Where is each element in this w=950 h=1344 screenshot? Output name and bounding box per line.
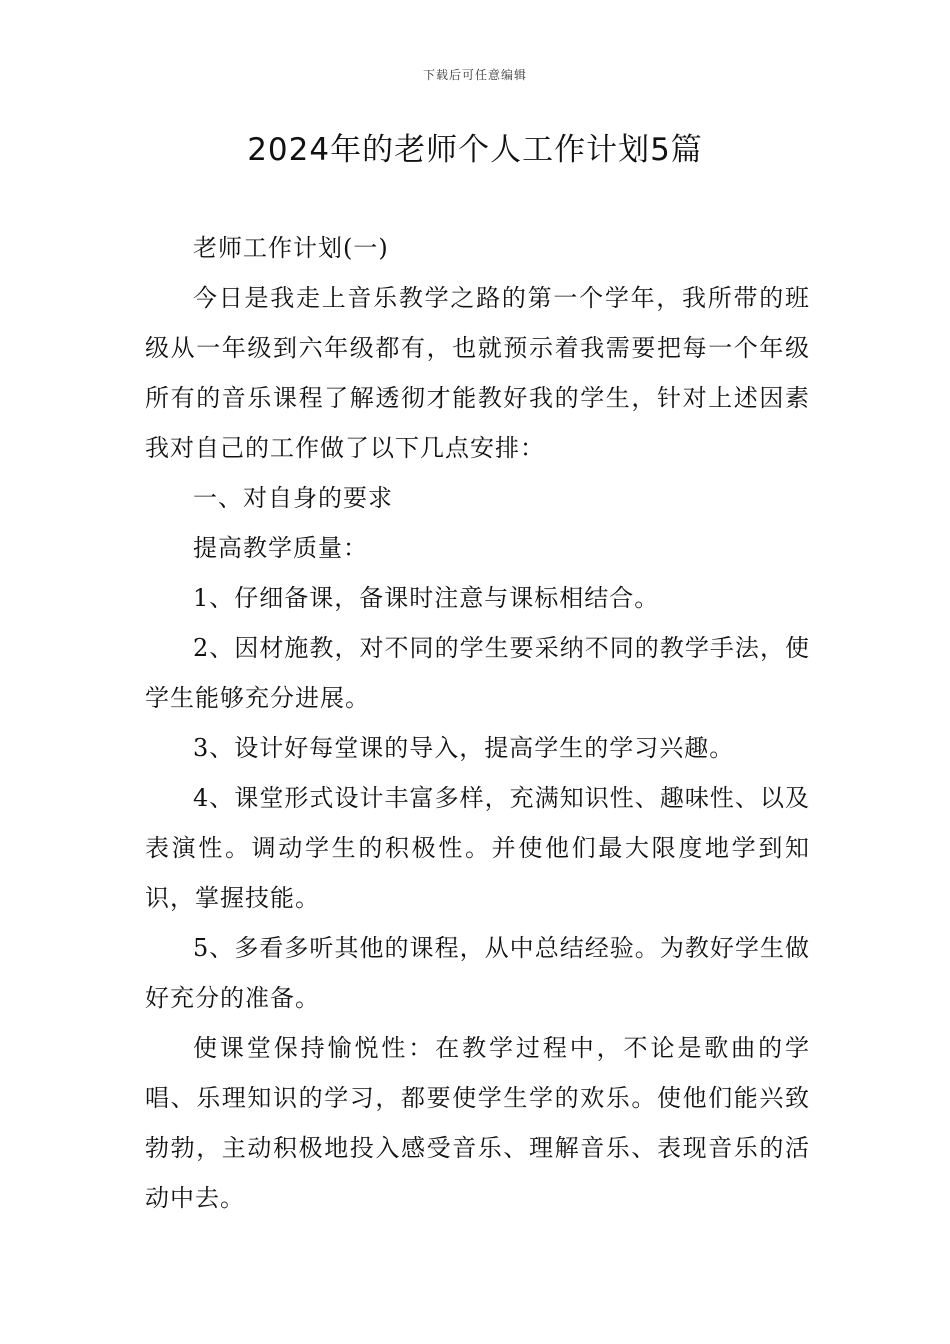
subsection-heading: 一、对自身的要求 — [193, 484, 393, 512]
section-heading: 老师工作计划(一) — [193, 234, 389, 262]
document-body — [145, 223, 810, 1223]
list-item: 2、因材施教，对不同的学生要采纳不同的教学手法，使学生能够充分进展。 — [145, 634, 810, 712]
document-title: 2024年的老师个人工作计划5篇 — [247, 132, 703, 168]
topic-heading: 提高教学质量： — [193, 534, 368, 562]
header-note: 下载后可任意编辑 — [422, 68, 527, 82]
list-item: 5、多看多听其他的课程，从中总结经验。为教好学生做好充分的准备。 — [145, 934, 810, 1012]
body-paragraph: 使课堂保持愉悦性：在教学过程中，不论是歌曲的学唱、乐理知识的学习，都要使学生学的欢乐。使他们能兴致勃勃，主动积极地投入感受音乐、理解音乐、表现音乐的活动中去。 — [145, 1034, 810, 1212]
list-item: 4、课堂形式设计丰富多样，充满知识性、趣味性、以及表演性。调动学生的积极性。并使他们最大限度地学到知识，掌握技能。 — [145, 784, 810, 912]
list-item: 3、设计好每堂课的导入，提高学生的学习兴趣。 — [193, 734, 735, 762]
list-item: 1、仔细备课，备课时注意与课标相结合。 — [193, 584, 660, 612]
intro-paragraph: 今日是我走上音乐教学之路的第一个学年，我所带的班级从一年级到六年级都有，也就预示着我需要把每一个年级所有的音乐课程了解透彻才能教好我的学生，针对上述因素我对自己的工作做了以下几点安排： — [145, 284, 810, 462]
